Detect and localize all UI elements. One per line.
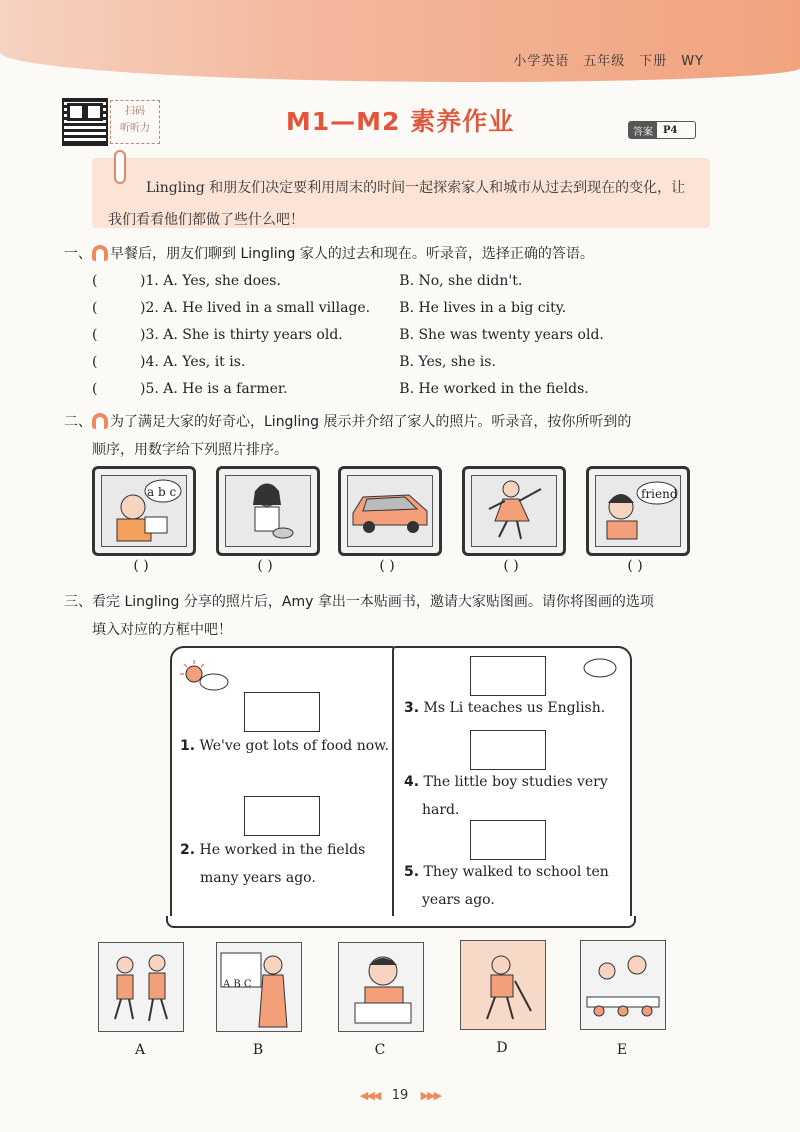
answer-page: P4 — [663, 124, 678, 136]
cloud-icon — [580, 654, 620, 680]
book-item-4: 4. The little boy studies very hard. — [404, 774, 608, 818]
question-row: ( )2. A. He lived in a small village. B. He lives in a big city. — [92, 300, 567, 316]
section1-title: 一、 早餐后，朋友们聊到 Lingling 家人的过去和现在。听录音，选择正确的答语。 — [64, 246, 594, 262]
option-label: B — [252, 1042, 264, 1058]
option-label: D — [496, 1040, 508, 1056]
option-picture-c[interactable] — [338, 942, 424, 1032]
page-title: M1—M2 素养作业 — [285, 107, 515, 136]
book-item-1: 1. We've got lots of food now. — [180, 738, 389, 754]
photo-car — [338, 466, 442, 556]
option-picture-a[interactable] — [98, 942, 184, 1032]
option-label: C — [374, 1042, 386, 1058]
headphone-icon — [92, 413, 108, 429]
left-arrows-icon: ◀◀◀ — [359, 1089, 380, 1102]
question-row: ( )1. A. Yes, she does. B. No, she didn't. — [92, 273, 523, 289]
answer-paren[interactable]: ( ) — [379, 558, 395, 574]
question-row: ( )4. A. Yes, it is. B. Yes, she is. — [92, 354, 496, 370]
answer-paren[interactable]: ( ) — [257, 558, 273, 574]
answer-paren[interactable]: ( ) — [133, 558, 149, 574]
option-label: A — [134, 1042, 146, 1058]
photo-grandpa-reading: a b c — [92, 466, 196, 556]
answer-tag[interactable] — [628, 121, 696, 139]
answer-paren[interactable]: ( ) — [503, 558, 519, 574]
question-row: ( )5. A. He is a farmer. B. He worked in the fields. — [92, 381, 589, 397]
page-number: ◀◀◀ 19 ▶▶▶ — [359, 1088, 441, 1103]
book-item-3: 3. Ms Li teaches us English. — [404, 700, 606, 716]
book-item-5: 5. They walked to school ten years ago. — [404, 864, 609, 908]
intro-text: Lingling 和朋友们决定要利用周末的时间一起探索家人和城市从过去到现在的变化，让我们看看他们都做了些什么吧！ — [108, 180, 686, 228]
photo-girl-dancing — [462, 466, 566, 556]
header-band — [0, 0, 800, 82]
sticker-box-1[interactable] — [244, 692, 320, 732]
headphone-icon — [92, 245, 108, 261]
sticker-box-5[interactable] — [470, 820, 546, 860]
scan-listen-label: 扫码 听听力 — [110, 100, 160, 144]
sun-cloud-icon — [176, 656, 236, 696]
answer-paren[interactable]: ( ) — [627, 558, 643, 574]
sticker-book-base — [166, 916, 636, 928]
header-text: 小学英语 五年级 下册 WY — [513, 54, 704, 69]
photo-girl-cooking — [216, 466, 320, 556]
option-picture-e[interactable] — [580, 940, 666, 1030]
answer-label: 答案 — [629, 122, 657, 138]
sticker-box-4[interactable] — [470, 730, 546, 770]
section1-questions — [92, 268, 604, 403]
photo-girl-friend: friend — [586, 466, 690, 556]
option-label: E — [616, 1042, 628, 1058]
option-picture-d[interactable] — [460, 940, 546, 1030]
section3-title: 三、看完 Lingling 分享的照片后，Amy 拿出一本贴画书，邀请大家贴图画。请你将图画的选项 填入对应的方框中吧！ — [64, 594, 654, 638]
question-row: ( )3. A. She is thirty years old. B. She was twenty years old. — [92, 327, 604, 343]
option-picture-b[interactable]: A B C — [216, 942, 302, 1032]
sticker-box-2[interactable] — [244, 796, 320, 836]
section2-title: 二、 为了满足大家的好奇心，Lingling 展示并介绍了家人的照片。听录音，按你所听到的 顺序，用数字给下列照片排序。 — [64, 414, 632, 458]
right-arrows-icon: ▶▶▶ — [420, 1089, 441, 1102]
sticker-box-3[interactable] — [470, 656, 546, 696]
book-item-2: 2. He worked in the fields many years ago. — [180, 842, 366, 886]
